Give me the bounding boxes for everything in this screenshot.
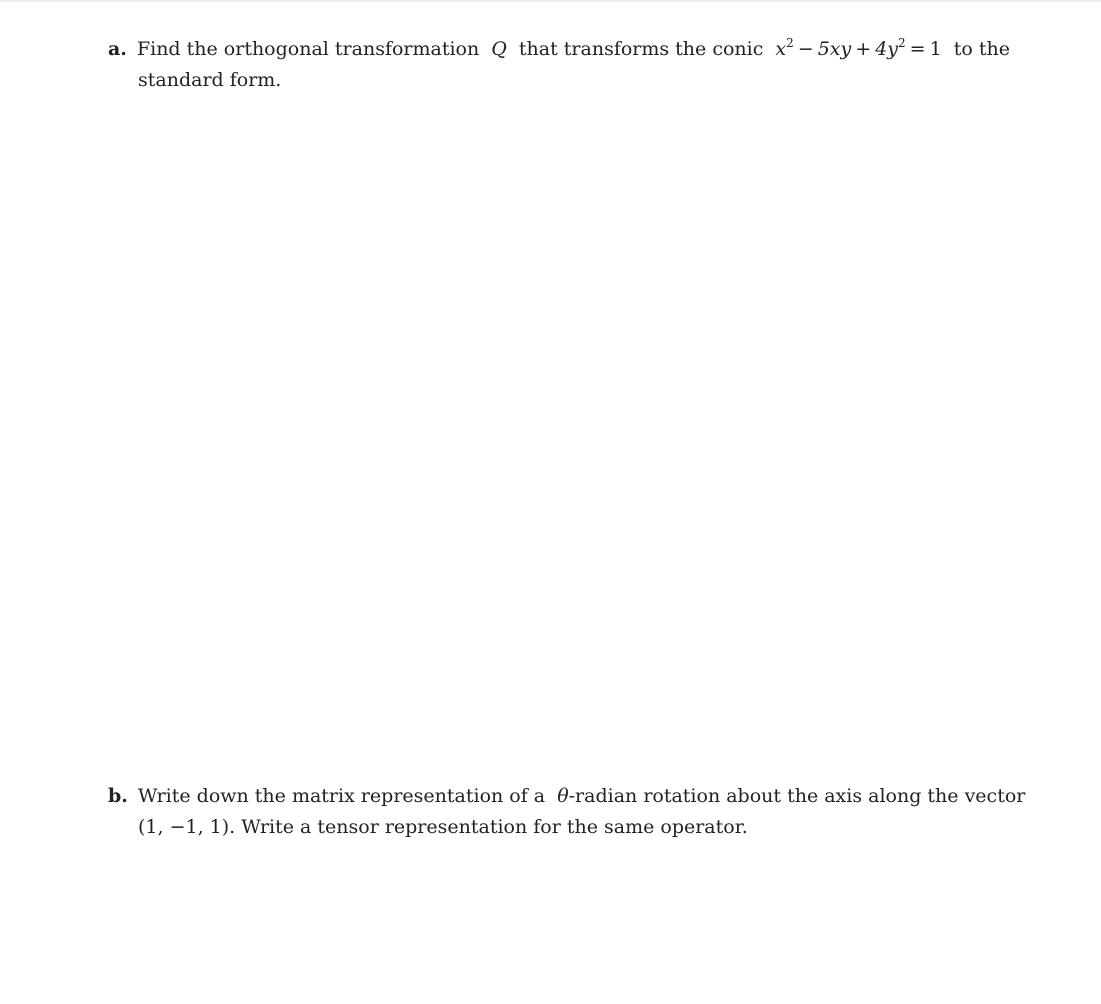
- problem-a-text-3: to the: [953, 38, 1010, 60]
- problem-a-text-2: that transforms the conic: [518, 38, 764, 60]
- eq-term-3: 4y: [875, 38, 898, 60]
- q-symbol: Q: [491, 38, 507, 60]
- problem-b-line-1: [108, 781, 1028, 812]
- rotation-axis-vector: (1, −1, 1).: [138, 816, 236, 838]
- problem-a-line-2: standard form.: [138, 69, 282, 91]
- top-border: [0, 0, 1101, 2]
- conic-equation: [769, 35, 947, 60]
- eq-equals: =: [909, 38, 926, 60]
- problem-b-text-2: -radian rotation about the axis along the vector: [568, 785, 1026, 807]
- problem-b-line-2: [108, 812, 1028, 843]
- problem-b-label: b.: [108, 785, 128, 807]
- eq-x: x: [775, 38, 787, 60]
- problem-a-line-1: [108, 34, 1028, 65]
- eq-rhs: 1: [929, 38, 942, 60]
- eq-minus: −: [797, 38, 814, 60]
- problem-a: [108, 34, 1028, 96]
- theta-symbol: θ: [557, 785, 569, 807]
- eq-plus: +: [855, 38, 872, 60]
- problem-a-text-1: Find the orthogonal transformation: [136, 38, 480, 60]
- problem-b-text-1: Write down the matrix representation of a: [137, 785, 546, 807]
- eq-exp-1: 2: [786, 35, 794, 50]
- problem-a-label: a.: [108, 38, 127, 60]
- eq-exp-2: 2: [898, 35, 906, 50]
- problem-b-text-3: Write a tensor representation for the same operator.: [241, 816, 748, 838]
- eq-term-2: 5xy: [817, 38, 852, 60]
- problem-b: [108, 781, 1028, 843]
